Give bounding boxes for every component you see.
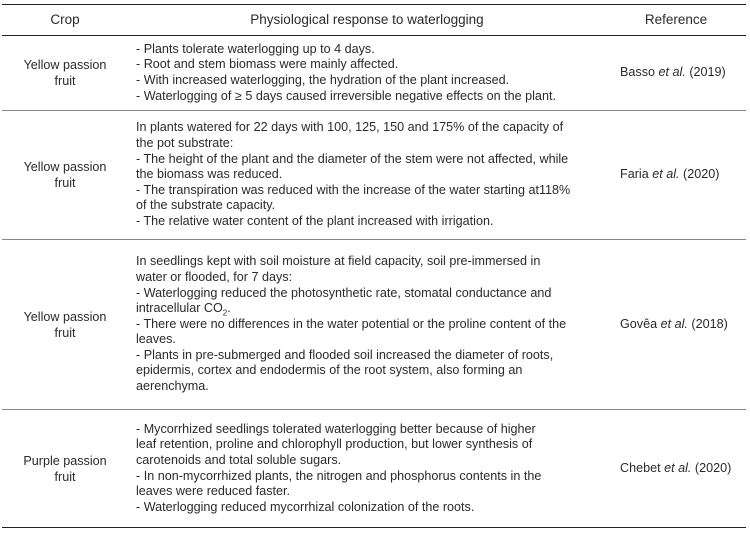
response-line: water or flooded, for 7 days: [136, 269, 293, 284]
response-line: - Plants in pre-submerged and flooded soil increased the diameter of roots, [136, 347, 554, 362]
response-line: - The transpiration was reduced with the increase of the water starting at118% [136, 182, 571, 197]
crop-cell [2, 36, 128, 111]
response-line: - Waterlogging reduced mycorrhizal colonization of the roots. [136, 499, 475, 514]
response-line: - Waterlogging of ≥ 5 days caused irreversible negative effects on the plant. [136, 88, 556, 103]
ref-year: (2019) [685, 65, 726, 80]
response-line: the biomass was reduced. [136, 167, 283, 182]
response-cell [128, 111, 610, 240]
crop-name-line: Yellow passion [23, 58, 107, 72]
table-row [2, 111, 746, 240]
response-cell [128, 240, 610, 410]
reference-cell [610, 410, 746, 528]
response-line: epidermis, cortex and endodermis of the root system, also forming an [136, 363, 523, 378]
header-crop: Crop [2, 5, 128, 36]
response-cell [128, 36, 610, 111]
response-line: leaves. [136, 332, 176, 347]
response-line: - The height of the plant and the diameter of the stem were not affected, while [136, 151, 569, 166]
crop-name-line: fruit [54, 74, 76, 88]
ref-author: Faria [620, 167, 649, 182]
response-line: - In non-mycorrhized plants, the nitrogen and phosphorus contents in the [136, 468, 542, 483]
response-line: of the substrate capacity. [136, 198, 276, 213]
response-line: - There were no differences in the water potential or the proline content of the [136, 316, 567, 331]
response-line: - Waterlogging reduced the photosynthetic rate, stomatal conductance and [136, 285, 552, 300]
waterlogging-table [2, 4, 746, 528]
ref-year: (2018) [687, 316, 728, 331]
response-line: In seedlings kept with soil moisture at field capacity, soil pre-immersed in [136, 254, 541, 269]
response-cell [128, 410, 610, 528]
reference-cell [610, 111, 746, 240]
response-line: leaves were reduced faster. [136, 484, 291, 499]
response-line: - Plants tolerate waterlogging up to 4 days. [136, 41, 375, 56]
ref-year: (2020) [679, 167, 720, 182]
table-row [2, 36, 746, 111]
header-response: Physiological response to waterlogging [128, 5, 610, 36]
response-line: - The relative water content of the plant increased with irrigation. [136, 213, 494, 228]
ref-author: Govêa [620, 316, 658, 331]
response-line: - With increased waterlogging, the hydration of the plant increased. [136, 73, 510, 87]
crop-cell [2, 410, 128, 528]
header-row [2, 5, 746, 36]
ref-year: (2020) [691, 460, 732, 475]
crop-cell [2, 111, 128, 240]
crop-name-line: fruit [54, 325, 76, 340]
ref-etal: et al. [660, 460, 692, 475]
response-line: aerenchyma. [136, 379, 209, 394]
crop-name-line: Yellow passion [23, 309, 107, 324]
response-line: - Mycorrhized seedlings tolerated waterlogging better because of higher [136, 421, 536, 436]
crop-name-line: fruit [54, 176, 76, 190]
ref-author: Chebet [620, 460, 661, 475]
co2-subscript: 2 [222, 308, 228, 318]
header-reference: Reference [610, 5, 746, 36]
response-line: the pot substrate: [136, 136, 234, 151]
crop-name-line: fruit [54, 469, 76, 484]
ref-etal: et al. [648, 167, 680, 182]
reference-cell [610, 240, 746, 410]
co2-text: intracellular CO [136, 301, 223, 316]
response-line: leaf retention, proline and chlorophyll production, but lower synthesis of [136, 437, 533, 452]
ref-author: Basso [620, 65, 656, 80]
table-row [2, 410, 746, 528]
reference-cell [610, 36, 746, 111]
ref-etal: et al. [655, 65, 686, 80]
response-line: - Root and stem biomass were mainly affected. [136, 57, 399, 72]
crop-name-line: Yellow passion [23, 160, 107, 174]
crop-name-line: Purple passion [23, 453, 107, 468]
crop-cell [2, 240, 128, 410]
table-row [2, 240, 746, 410]
ref-etal: et al. [657, 316, 688, 331]
response-line: carotenoids and total soluble sugars. [136, 452, 342, 467]
response-line: intracellular $CO_2$. [136, 301, 231, 318]
response-line: In plants watered for 22 days with 100, 125, 150 and 175% of the capacity of [136, 120, 564, 135]
